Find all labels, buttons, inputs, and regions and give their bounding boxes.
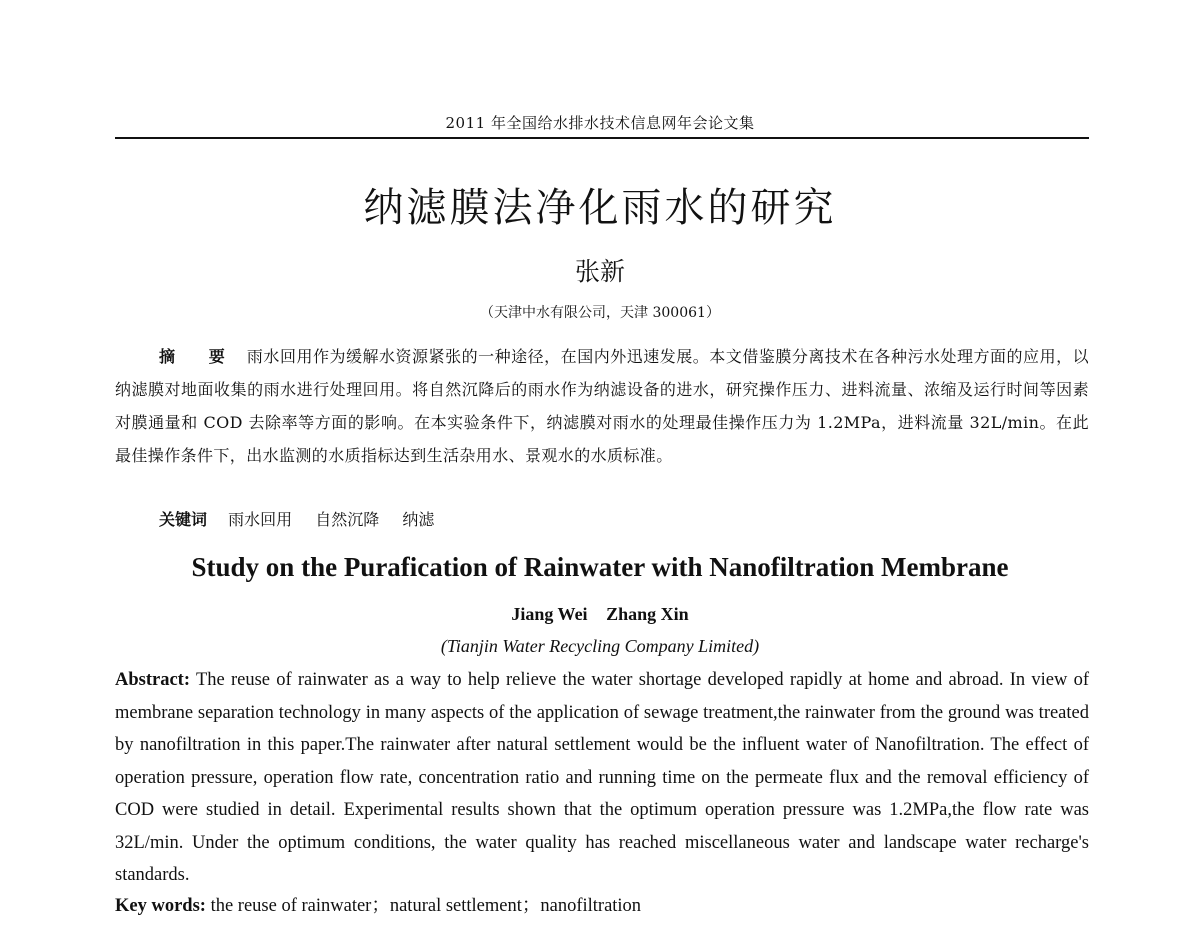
chinese-keyword: 自然沉降 — [315, 510, 380, 529]
chinese-keywords — [159, 504, 452, 536]
chinese-author: 张新 — [574, 257, 625, 286]
english-keywords-text: the reuse of rainwater；natural settlement；nanofiltration — [210, 896, 642, 916]
header-rule — [115, 137, 1089, 139]
english-abstract-label: Abstract: — [115, 670, 191, 690]
chinese-abstract — [115, 340, 1089, 472]
chinese-keyword: 雨水回用 — [228, 510, 293, 529]
chinese-keywords-label: 关键词 — [159, 510, 208, 529]
chinese-affiliation: （天津中水有限公司，天津 300061） — [480, 305, 720, 321]
chinese-abstract-text: 雨水回用作为缓解水资源紧张的一种途径，在国内外迅速发展。本文借鉴膜分离技术在各种污水处理方面的应用，以纳滤膜对地面收集的雨水进行处理回用。将自然沉降后的雨水作为纳滤设备的进水，研究操作压力、进料流量、浓缩及运行时间等因素对膜通量和 COD 去除率等方面的影响。在本实验条件下，纳滤膜对雨水的处理最佳操作压力为 1.2MPa，进料流量 32L/min。在此最佳操作条件下，出水监测的水质指标达到生活杂用水、景观水的水质标准。 — [115, 347, 1089, 465]
english-keywords — [115, 890, 1089, 922]
chinese-title: 纳滤膜法净化雨水的研究 — [363, 185, 837, 231]
english-abstract-text: The reuse of rainwater as a way to help relieve the water shortage developed rapidly at home and abroad. In view of membrane separation technology in many aspects of the application of sewage treatment,the rainwater from the ground was treated by nanofiltration in this paper.The rainwater after natural settlement would be the influent water of Nanofiltration. The effect of operation pressure, operation flow rate, concentration ratio and running time on the permeate flux and the removal efficiency of COD were studied in detail. Experimental results shown that the optimum operation pressure was 1.2MPa,the flow rate was 32L/min. Under the optimum conditions, the water quality has reached miscellaneous water and landscape water recharge's standards. — [115, 670, 1089, 885]
chinese-abstract-label: 摘 要 — [159, 347, 239, 366]
running-header: 2011 年全国给水排水技术信息网年会论文集 — [445, 114, 755, 132]
english-author: Jiang Wei — [511, 604, 588, 624]
chinese-keyword: 纳滤 — [402, 510, 435, 529]
english-author: Zhang Xin — [606, 604, 689, 624]
english-authors — [0, 604, 1200, 625]
english-abstract — [115, 664, 1089, 892]
english-keywords-label: Key words: — [115, 896, 206, 916]
english-title: Study on the Purafication of Rainwater with Nanofiltration Membrane — [191, 552, 1009, 582]
english-affiliation: (Tianjin Water Recycling Company Limited) — [440, 636, 760, 656]
